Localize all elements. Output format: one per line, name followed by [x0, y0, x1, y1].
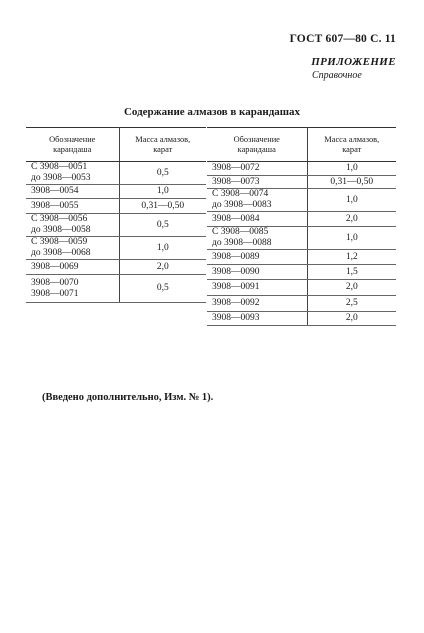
mass-cell: 0,31—0,50 [119, 199, 206, 214]
designation-cell [207, 212, 307, 227]
designation-cell [26, 185, 119, 199]
designation-text: С 3908—0051 [31, 162, 88, 172]
mass-cell: 0,5 [119, 214, 206, 237]
designation-cell [207, 189, 307, 212]
designation-text: до 3908—0053 [31, 173, 91, 183]
table-row [207, 312, 396, 326]
mass-cell: 2,5 [307, 296, 396, 312]
designation-cell [207, 162, 307, 176]
designation-text: 3908—0055 [31, 200, 79, 211]
designation-header-right-line2: карандаша [237, 144, 276, 154]
designation-cell [26, 162, 119, 185]
designation-text: С 3908—0056 [31, 214, 88, 224]
designation-text: 3908—0054 [31, 186, 79, 196]
mass-cell: 1,0 [307, 162, 396, 176]
mass-cell: 2,0 [119, 260, 206, 275]
designation-text: 3908—0072 [212, 163, 260, 173]
designation-cell [207, 265, 307, 280]
designation-text: 3908—0069 [31, 261, 79, 272]
designation-cell [207, 250, 307, 265]
mass-cell: 0,31—0,50 [307, 176, 396, 189]
table-row [26, 199, 206, 214]
mass-header-line2: карат [153, 144, 173, 154]
mass-cell: 1,0 [119, 185, 206, 199]
designation-text: 3908—0090 [212, 266, 260, 277]
mass-cell: 0,5 [119, 275, 206, 303]
appendix-title: ПРИЛОЖЕНИЕ [311, 56, 396, 68]
left-body [26, 162, 206, 303]
table-row [26, 260, 206, 275]
mass-cell: 1,5 [307, 265, 396, 280]
designation-text: 3908—0092 [212, 298, 260, 308]
mass-header-right [307, 128, 396, 162]
table-row [26, 214, 206, 237]
mass-cell: 0,5 [119, 162, 206, 185]
table-title: Содержание алмазов в карандашах [123, 106, 301, 118]
designation-text: до 3908—0083 [212, 200, 272, 210]
designation-header-right [207, 128, 307, 162]
page-header: ГОСТ 607—80 С. 11 [289, 33, 396, 45]
diamond-table-right [207, 127, 396, 326]
mass-cell: 1,2 [307, 250, 396, 265]
diamond-table-left [26, 127, 206, 303]
table-row [26, 237, 206, 260]
designation-cell [26, 275, 119, 303]
designation-header-right-line1: Обозначение [233, 134, 280, 144]
mass-cell: 2,0 [307, 280, 396, 296]
table-row [207, 250, 396, 265]
appendix-subtitle: Справочное [312, 70, 362, 81]
designation-header-line1: Обозначение [49, 134, 96, 144]
designation-cell [207, 296, 307, 312]
table-row [207, 296, 396, 312]
table-row [207, 280, 396, 296]
table-row [207, 212, 396, 227]
table-row [207, 162, 396, 176]
mass-cell: 2,0 [307, 312, 396, 326]
designation-cell [26, 237, 119, 260]
designation-cell [26, 199, 119, 214]
mass-cell: 1,0 [119, 237, 206, 260]
mass-header [119, 128, 206, 162]
designation-header [26, 128, 119, 162]
mass-header-line1: Масса алмазов, [135, 134, 191, 144]
designation-text: 3908—0073 [212, 176, 260, 187]
table-row [26, 185, 206, 199]
table-row [207, 176, 396, 189]
designation-cell [207, 280, 307, 296]
mass-header-right-line2: карат [342, 144, 362, 154]
designation-cell [26, 260, 119, 275]
designation-text: до 3908—0088 [212, 238, 272, 248]
designation-cell [207, 176, 307, 189]
designation-text: 3908—0089 [212, 251, 260, 262]
designation-cell [207, 227, 307, 250]
designation-text: 3908—0070 [31, 277, 79, 288]
designation-header-line2: карандаша [53, 144, 92, 154]
mass-cell: 1,0 [307, 189, 396, 212]
designation-text: С 3908—0059 [31, 237, 88, 247]
mass-header-right-line1: Масса алмазов, [324, 134, 380, 144]
footnote: (Введено дополнительно, Изм. № 1). [42, 392, 214, 403]
designation-cell [26, 214, 119, 237]
designation-text: 3908—0084 [212, 213, 260, 224]
designation-cell [207, 312, 307, 326]
mass-cell: 2,0 [307, 212, 396, 227]
designation-text: до 3908—0058 [31, 225, 91, 235]
designation-text: 3908—0093 [212, 313, 260, 323]
table-row [207, 227, 396, 250]
mass-cell: 1,0 [307, 227, 396, 250]
table-row [207, 189, 396, 212]
designation-text: С 3908—0074 [212, 189, 269, 199]
designation-text: С 3908—0085 [212, 227, 269, 237]
designation-text: до 3908—0068 [31, 248, 91, 258]
designation-text: 3908—0091 [212, 282, 260, 292]
table-row [26, 162, 206, 185]
table-row [26, 275, 206, 303]
designation-text: 3908—0071 [31, 288, 79, 299]
right-body [207, 162, 396, 326]
table-row [207, 265, 396, 280]
